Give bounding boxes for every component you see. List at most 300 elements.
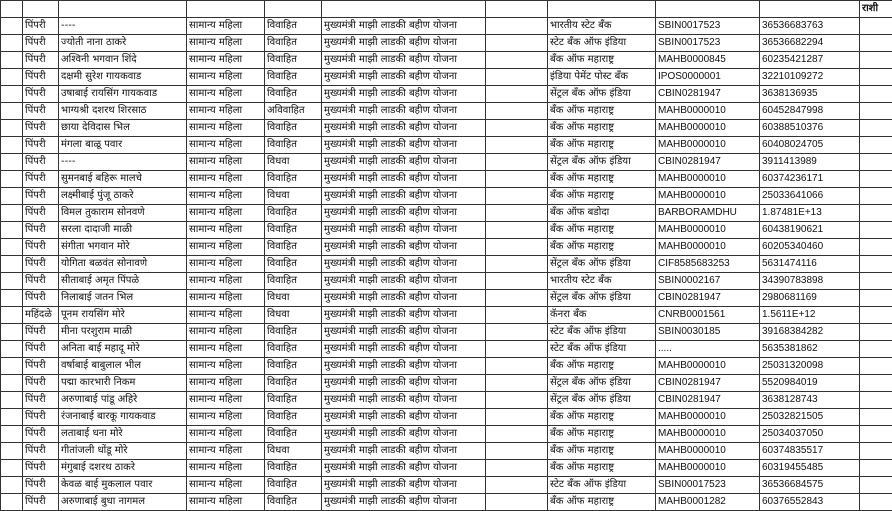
marital-status-cell: विवाहित [265, 341, 322, 358]
index-cell [1, 358, 23, 375]
amount-cell [860, 426, 892, 443]
beneficiary-name-cell: पद्मा कारभारी निकम [59, 375, 187, 392]
amount-cell [860, 460, 892, 477]
index-cell [1, 426, 23, 443]
scheme-cell: मुख्यमंत्री माझी लाडकी बहीण योजना [322, 171, 486, 188]
bank-name-cell: सेंट्रल बँक ऑफ इंडिया [548, 392, 656, 409]
category-cell: सामान्य महिला [187, 375, 265, 392]
bank-name-cell: बँक ऑफ महाराष्ट्र [548, 137, 656, 154]
blank-cell [486, 69, 548, 86]
category-cell: सामान्य महिला [187, 409, 265, 426]
bank-name-cell: बँक ऑफ महाराष्ट्र [548, 188, 656, 205]
bank-name-cell: बँक ऑफ महाराष्ट्र [548, 120, 656, 137]
category-cell: सामान्य महिला [187, 35, 265, 52]
beneficiary-name-cell: विमल तुकाराम सोनवणे [59, 205, 187, 222]
blank-cell [486, 477, 548, 494]
amount-cell [860, 409, 892, 426]
index-cell [1, 52, 23, 69]
category-cell: सामान्य महिला [187, 494, 265, 511]
account-number-cell: 60235421287 [760, 52, 860, 69]
bank-name-cell: बँक ऑफ महाराष्ट्र [548, 358, 656, 375]
bank-name-cell: बँक ऑफ बडोदा [548, 205, 656, 222]
bank-name-cell: इंडिया पेमेंट पोस्ट बँक [548, 69, 656, 86]
table-row [1, 86, 892, 103]
amount-cell [860, 324, 892, 341]
ifsc-cell: CNRB0001561 [656, 307, 760, 324]
category-cell: सामान्य महिला [187, 188, 265, 205]
ifsc-cell: MAHB0000010 [656, 171, 760, 188]
amount-cell [860, 18, 892, 35]
beneficiary-name-cell: लताबाई धना मोरे [59, 426, 187, 443]
account-number-cell: 60388510376 [760, 120, 860, 137]
account-number-cell: 5520984019 [760, 375, 860, 392]
ifsc-cell: CBIN0281947 [656, 375, 760, 392]
ifsc-cell: SBIN0030185 [656, 324, 760, 341]
category-cell: सामान्य महिला [187, 103, 265, 120]
category-cell: सामान्य महिला [187, 52, 265, 69]
village-cell: महिंदळे [23, 307, 59, 324]
index-cell [1, 307, 23, 324]
marital-status-cell: अविवाहित [265, 103, 322, 120]
amount-cell [860, 205, 892, 222]
category-cell: सामान्य महिला [187, 86, 265, 103]
index-cell [1, 137, 23, 154]
village-cell: पिंपरी [23, 477, 59, 494]
category-cell: सामान्य महिला [187, 392, 265, 409]
scheme-cell: मुख्यमंत्री माझी लाडकी बहीण योजना [322, 205, 486, 222]
account-number-cell: 3911413989 [760, 154, 860, 171]
account-number-cell: 5631474116 [760, 256, 860, 273]
account-number-cell: 60438190621 [760, 222, 860, 239]
blank-cell [486, 307, 548, 324]
village-cell: पिंपरी [23, 52, 59, 69]
bank-name-cell: स्टेट बँक ऑफ इंडिया [548, 324, 656, 341]
index-cell [1, 341, 23, 358]
bank-name-cell: सेंट्रल बँक ऑफ इंडिया [548, 290, 656, 307]
amount-cell [860, 86, 892, 103]
beneficiary-name-cell: निलाबाई जतन भिल [59, 290, 187, 307]
scheme-cell: मुख्यमंत्री माझी लाडकी बहीण योजना [322, 375, 486, 392]
amount-cell [860, 477, 892, 494]
ifsc-cell: CBIN0281947 [656, 290, 760, 307]
table-row [1, 392, 892, 409]
marital-status-cell: विवाहित [265, 18, 322, 35]
beneficiary-name-cell: अरुणाबाई पांडू अहिरे [59, 392, 187, 409]
category-cell: सामान्य महिला [187, 154, 265, 171]
amount-cell [860, 154, 892, 171]
blank-cell [486, 460, 548, 477]
blank-cell [486, 273, 548, 290]
table-row [1, 443, 892, 460]
blank-cell [486, 137, 548, 154]
marital-status-cell: विवाहित [265, 256, 322, 273]
beneficiary-name-cell: छाया देविदास भिल [59, 120, 187, 137]
table-row [1, 460, 892, 477]
blank-cell [486, 426, 548, 443]
marital-status-cell: विवाहित [265, 375, 322, 392]
bank-name-cell: बँक ऑफ महाराष्ट्र [548, 171, 656, 188]
beneficiary-name-cell: रंजनाबाई बारकू गायकवाड [59, 409, 187, 426]
scheme-cell: मुख्यमंत्री माझी लाडकी बहीण योजना [322, 307, 486, 324]
scheme-cell: मुख्यमंत्री माझी लाडकी बहीण योजना [322, 392, 486, 409]
ifsc-cell: MAHB0000010 [656, 188, 760, 205]
ifsc-cell: MAHB0000010 [656, 409, 760, 426]
bank-name-cell: सेंट्रल बँक ऑफ इंडिया [548, 256, 656, 273]
bank-name-cell: सेंट्रल बँक ऑफ इंडिया [548, 86, 656, 103]
ifsc-cell: SBIN0017523 [656, 18, 760, 35]
table-row [1, 52, 892, 69]
index-cell [1, 35, 23, 52]
village-cell: पिंपरी [23, 341, 59, 358]
account-number-cell: 5635381862 [760, 341, 860, 358]
account-number-cell: 60374236171 [760, 171, 860, 188]
ifsc-cell: MAHB0000010 [656, 137, 760, 154]
table-row [1, 120, 892, 137]
marital-status-cell: विवाहित [265, 137, 322, 154]
ifsc-cell: SBIN0017523 [656, 35, 760, 52]
table-row [1, 494, 892, 511]
blank-cell [486, 256, 548, 273]
category-cell: सामान्य महिला [187, 256, 265, 273]
account-number-cell: 2980681169 [760, 290, 860, 307]
beneficiary-name-cell: अनिता बाई महादू मोरे [59, 341, 187, 358]
village-cell: पिंपरी [23, 409, 59, 426]
marital-status-cell: विवाहित [265, 358, 322, 375]
marital-status-cell: विवाहित [265, 35, 322, 52]
account-number-cell: 36536682294 [760, 35, 860, 52]
blank-cell [486, 120, 548, 137]
amount-cell [860, 188, 892, 205]
index-cell [1, 120, 23, 137]
village-cell: पिंपरी [23, 35, 59, 52]
table-row [1, 18, 892, 35]
village-cell: पिंपरी [23, 205, 59, 222]
marital-status-cell: विवाहित [265, 239, 322, 256]
scheme-cell: मुख्यमंत्री माझी लाडकी बहीण योजना [322, 86, 486, 103]
table-row [1, 358, 892, 375]
beneficiary-name-cell: दक्षमी सुरेश गायकवाड [59, 69, 187, 86]
village-cell: पिंपरी [23, 86, 59, 103]
blank-cell [486, 188, 548, 205]
scheme-cell: मुख्यमंत्री माझी लाडकी बहीण योजना [322, 273, 486, 290]
marital-status-cell: विधवा [265, 443, 322, 460]
marital-status-cell: विधवा [265, 307, 322, 324]
ifsc-cell: MAHB0000010 [656, 358, 760, 375]
index-cell [1, 494, 23, 511]
account-number-cell: 25034037050 [760, 426, 860, 443]
ifsc-cell: SBIN0002167 [656, 273, 760, 290]
category-cell: सामान्य महिला [187, 460, 265, 477]
index-cell [1, 239, 23, 256]
marital-status-cell: विवाहित [265, 205, 322, 222]
marital-status-cell: विवाहित [265, 392, 322, 409]
bank-name-cell: स्टेट बँक ऑफ इंडिया [548, 341, 656, 358]
index-cell [1, 69, 23, 86]
amount-cell [860, 171, 892, 188]
account-number-cell: 60376552843 [760, 494, 860, 511]
ifsc-cell: CBIN0281947 [656, 154, 760, 171]
bank-name-cell: बँक ऑफ महाराष्ट्र [548, 239, 656, 256]
scheme-cell: मुख्यमंत्री माझी लाडकी बहीण योजना [322, 239, 486, 256]
category-cell: सामान्य महिला [187, 307, 265, 324]
table-row [1, 256, 892, 273]
beneficiary-name-cell: भाग्यश्री दशरथ शिरसाठ [59, 103, 187, 120]
bank-name-cell: बँक ऑफ महाराष्ट्र [548, 426, 656, 443]
category-cell: सामान्य महिला [187, 426, 265, 443]
index-cell [1, 290, 23, 307]
table-row [1, 324, 892, 341]
marital-status-cell: विवाहित [265, 222, 322, 239]
blank-cell [486, 205, 548, 222]
beneficiary-name-cell: गीतांजली धोंडू मोरे [59, 443, 187, 460]
table-row [1, 205, 892, 222]
index-cell [1, 273, 23, 290]
amount-cell [860, 443, 892, 460]
account-number-cell: 32210109272 [760, 69, 860, 86]
account-number-cell: 1.5611E+12 [760, 307, 860, 324]
ifsc-cell: MAHB0000010 [656, 103, 760, 120]
blank-cell [486, 409, 548, 426]
amount-cell [860, 35, 892, 52]
ifsc-cell: CIF8585683253 [656, 256, 760, 273]
account-number-cell: 25031320098 [760, 358, 860, 375]
marital-status-cell: विवाहित [265, 171, 322, 188]
village-cell: पिंपरी [23, 426, 59, 443]
beneficiary-name-cell: ज्योती नाना ठाकरे [59, 35, 187, 52]
beneficiary-name-cell: केवळ बाई मुकलाल पवार [59, 477, 187, 494]
amount-cell [860, 52, 892, 69]
village-cell: पिंपरी [23, 239, 59, 256]
marital-status-cell: विधवा [265, 290, 322, 307]
category-cell: सामान्य महिला [187, 69, 265, 86]
village-cell: पिंपरी [23, 358, 59, 375]
beneficiary-name-cell: मीना परशुराम माळी [59, 324, 187, 341]
table-row [1, 375, 892, 392]
ifsc-cell: IPOS0000001 [656, 69, 760, 86]
beneficiary-name-cell: वर्षाबाई बाबुलाल भील [59, 358, 187, 375]
marital-status-cell: विवाहित [265, 426, 322, 443]
index-cell [1, 86, 23, 103]
village-cell: पिंपरी [23, 324, 59, 341]
account-number-cell: 1.87481E+13 [760, 205, 860, 222]
index-cell [1, 443, 23, 460]
blank-cell [486, 341, 548, 358]
bank-name-cell: सेंट्रल बँक ऑफ इंडिया [548, 154, 656, 171]
village-cell: पिंपरी [23, 69, 59, 86]
marital-status-cell: विवाहित [265, 324, 322, 341]
bank-name-cell: भारतीय स्टेट बँक [548, 18, 656, 35]
blank-cell [486, 290, 548, 307]
village-cell: पिंपरी [23, 392, 59, 409]
table-row [1, 103, 892, 120]
amount-cell [860, 256, 892, 273]
scheme-cell: मुख्यमंत्री माझी लाडकी बहीण योजना [322, 460, 486, 477]
index-cell [1, 154, 23, 171]
scheme-cell: मुख्यमंत्री माझी लाडकी बहीण योजना [322, 409, 486, 426]
bank-name-cell: स्टेट बँक ऑफ इंडिया [548, 35, 656, 52]
category-cell: सामान्य महिला [187, 239, 265, 256]
blank-cell [486, 358, 548, 375]
marital-status-cell: विवाहित [265, 52, 322, 69]
category-cell: सामान्य महिला [187, 290, 265, 307]
category-cell: सामान्य महिला [187, 120, 265, 137]
ifsc-cell: MAHB0000010 [656, 120, 760, 137]
category-cell: सामान्य महिला [187, 137, 265, 154]
village-cell: पिंपरी [23, 188, 59, 205]
ifsc-cell: MAHB0000010 [656, 222, 760, 239]
beneficiary-name-cell: ---- [59, 18, 187, 35]
index-cell [1, 188, 23, 205]
blank-cell [486, 171, 548, 188]
scheme-cell: मुख्यमंत्री माझी लाडकी बहीण योजना [322, 494, 486, 511]
marital-status-cell: विवाहित [265, 273, 322, 290]
ifsc-cell: MAHB0001282 [656, 494, 760, 511]
bank-name-cell: बँक ऑफ महाराष्ट्र [548, 52, 656, 69]
blank-cell [486, 494, 548, 511]
bank-name-cell: भारतीय स्टेट बँक [548, 273, 656, 290]
account-number-cell: 25032821505 [760, 409, 860, 426]
blank-cell [486, 324, 548, 341]
index-cell [1, 392, 23, 409]
ifsc-cell: MAHB0000010 [656, 460, 760, 477]
table-row [1, 171, 892, 188]
marital-status-cell: विवाहित [265, 120, 322, 137]
beneficiary-name-cell: पूनम रायसिंग मोरे [59, 307, 187, 324]
bank-name-cell: बँक ऑफ महाराष्ट्र [548, 409, 656, 426]
beneficiary-name-cell: सुमनबाई बहिरू मालचे [59, 171, 187, 188]
blank-cell [486, 375, 548, 392]
category-cell: सामान्य महिला [187, 171, 265, 188]
bank-name-cell: बँक ऑफ महाराष्ट्र [548, 460, 656, 477]
ifsc-cell: CBIN0281947 [656, 86, 760, 103]
table-row [1, 273, 892, 290]
blank-cell [486, 222, 548, 239]
amount-cell [860, 290, 892, 307]
village-cell: पिंपरी [23, 375, 59, 392]
beneficiary-name-cell: अरुणाबाई बुधा नागमल [59, 494, 187, 511]
index-cell [1, 324, 23, 341]
marital-status-cell: विधवा [265, 188, 322, 205]
account-number-cell: 39168384282 [760, 324, 860, 341]
scheme-cell: मुख्यमंत्री माझी लाडकी बहीण योजना [322, 324, 486, 341]
village-cell: पिंपरी [23, 256, 59, 273]
bank-name-cell: कॅनरा बँक [548, 307, 656, 324]
beneficiary-name-cell: उषाबाई रायसिंग गायकवाड [59, 86, 187, 103]
table-row [1, 35, 892, 52]
blank-cell [486, 443, 548, 460]
blank-cell [486, 52, 548, 69]
index-cell [1, 477, 23, 494]
beneficiary-name-cell: संगीता भगवान मोरे [59, 239, 187, 256]
amount-cell [860, 120, 892, 137]
scheme-cell: मुख्यमंत्री माझी लाडकी बहीण योजना [322, 188, 486, 205]
scheme-cell: मुख्यमंत्री माझी लाडकी बहीण योजना [322, 69, 486, 86]
beneficiary-name-cell: मंगुबाई दशरथ ठाकरे [59, 460, 187, 477]
table-row [1, 426, 892, 443]
amount-cell [860, 392, 892, 409]
blank-cell [486, 18, 548, 35]
scheme-cell: मुख्यमंत्री माझी लाडकी बहीण योजना [322, 52, 486, 69]
bank-name-cell: सेंट्रल बँक ऑफ इंडिया [548, 375, 656, 392]
table-row [1, 307, 892, 324]
marital-status-cell: विवाहित [265, 409, 322, 426]
marital-status-cell: विवाहित [265, 477, 322, 494]
table-row [1, 69, 892, 86]
scheme-cell: मुख्यमंत्री माझी लाडकी बहीण योजना [322, 103, 486, 120]
scheme-cell: मुख्यमंत्री माझी लाडकी बहीण योजना [322, 18, 486, 35]
account-number-cell: 36536683763 [760, 18, 860, 35]
category-cell: सामान्य महिला [187, 205, 265, 222]
account-number-cell: 36536684575 [760, 477, 860, 494]
account-number-cell: 60408024705 [760, 137, 860, 154]
village-cell: पिंपरी [23, 494, 59, 511]
index-cell [1, 256, 23, 273]
amount-cell [860, 69, 892, 86]
bank-name-cell: बँक ऑफ महाराष्ट्र [548, 494, 656, 511]
bank-name-cell: बँक ऑफ महाराष्ट्र [548, 103, 656, 120]
table-row [1, 154, 892, 171]
index-cell [1, 409, 23, 426]
index-cell [1, 103, 23, 120]
table-body [1, 1, 892, 511]
table-row [1, 222, 892, 239]
account-number-cell: 60319455485 [760, 460, 860, 477]
account-number-cell: 3638136935 [760, 86, 860, 103]
amount-cell [860, 137, 892, 154]
village-cell: पिंपरी [23, 460, 59, 477]
scheme-cell: मुख्यमंत्री माझी लाडकी बहीण योजना [322, 35, 486, 52]
index-cell [1, 222, 23, 239]
amount-column-header: राशी [860, 1, 892, 18]
scheme-cell: मुख्यमंत्री माझी लाडकी बहीण योजना [322, 426, 486, 443]
village-cell: पिंपरी [23, 154, 59, 171]
marital-status-cell: विवाहित [265, 460, 322, 477]
index-cell [1, 375, 23, 392]
village-cell: पिंपरी [23, 443, 59, 460]
ifsc-cell: MAHB0000010 [656, 426, 760, 443]
account-number-cell: 25033641066 [760, 188, 860, 205]
index-cell [1, 171, 23, 188]
table-row [1, 341, 892, 358]
category-cell: सामान्य महिला [187, 324, 265, 341]
category-cell: सामान्य महिला [187, 341, 265, 358]
category-cell: सामान्य महिला [187, 222, 265, 239]
scheme-cell: मुख्यमंत्री माझी लाडकी बहीण योजना [322, 120, 486, 137]
scheme-cell: मुख्यमंत्री माझी लाडकी बहीण योजना [322, 341, 486, 358]
village-cell: पिंपरी [23, 103, 59, 120]
beneficiary-name-cell: ---- [59, 154, 187, 171]
beneficiary-name-cell: सीताबाई अमृत पिंपळे [59, 273, 187, 290]
village-cell: पिंपरी [23, 171, 59, 188]
blank-cell [486, 154, 548, 171]
ifsc-cell: ..... [656, 341, 760, 358]
scheme-cell: मुख्यमंत्री माझी लाडकी बहीण योजना [322, 222, 486, 239]
amount-cell [860, 273, 892, 290]
category-cell: सामान्य महिला [187, 273, 265, 290]
bank-name-cell: बँक ऑफ महाराष्ट्र [548, 222, 656, 239]
beneficiary-name-cell: मंगला बाळू पवार [59, 137, 187, 154]
blank-cell [486, 392, 548, 409]
ifsc-cell: CBIN0281947 [656, 392, 760, 409]
amount-cell [860, 375, 892, 392]
ifsc-cell: BARBORAMDHU [656, 205, 760, 222]
amount-cell [860, 239, 892, 256]
village-cell: पिंपरी [23, 290, 59, 307]
account-number-cell: 34390783898 [760, 273, 860, 290]
scheme-cell: मुख्यमंत्री माझी लाडकी बहीण योजना [322, 477, 486, 494]
category-cell: सामान्य महिला [187, 443, 265, 460]
bank-name-cell: बँक ऑफ महाराष्ट्र [548, 443, 656, 460]
